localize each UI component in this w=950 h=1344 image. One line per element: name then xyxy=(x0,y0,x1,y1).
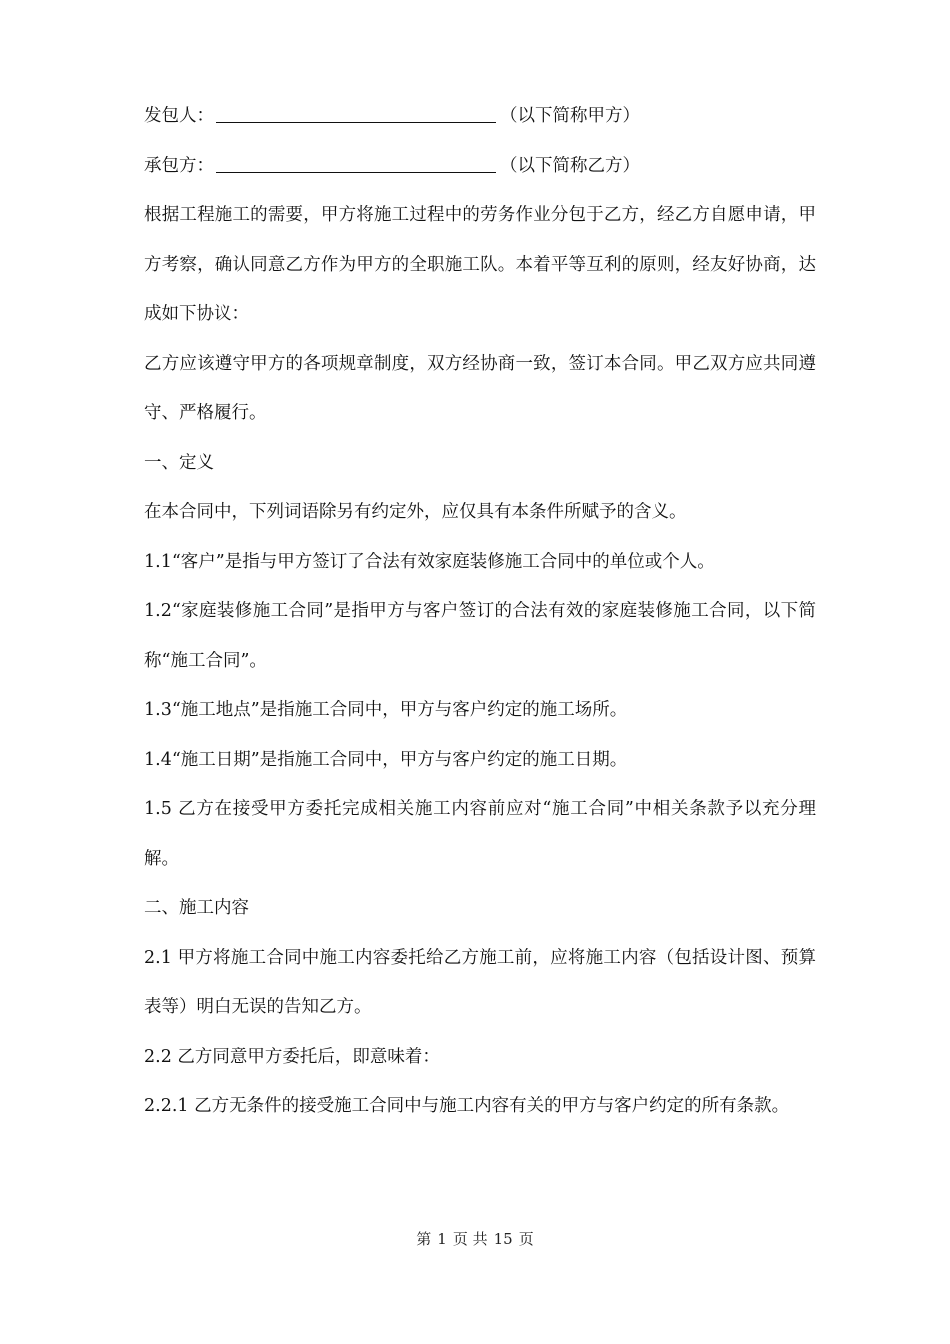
paragraph-definitions-intro: 在本合同中，下列词语除另有约定外，应仅具有本条件所赋予的含义。 xyxy=(144,502,687,522)
clause-1-3: 1.3“施工地点”是指施工合同中，甲方与客户约定的施工场所。 xyxy=(144,700,628,720)
party-b-line xyxy=(144,142,816,192)
paragraph-intro: 根据工程施工的需要，甲方将施工过程中的劳务作业分包于乙方，经乙方自愿申请，甲方考察，确认同意乙方作为甲方的全职施工队。本着平等互利的原则，经友好协商，达成如下协议： xyxy=(144,205,816,324)
clause-1-4: 1.4“施工日期”是指施工合同中，甲方与客户约定的施工日期。 xyxy=(144,749,628,770)
clause-1-2: 1.2“家庭装修施工合同”是指甲方与客户签订的合法有效的家庭装修施工合同，以下简称“施工合同”。 xyxy=(144,601,816,671)
footer-prefix: 第 xyxy=(416,1230,432,1248)
party-a-line xyxy=(144,92,816,142)
footer-total-pages: 15 xyxy=(493,1230,513,1248)
party-b-suffix: （以下简称乙方） xyxy=(500,155,640,176)
document-body xyxy=(144,92,816,1132)
footer-suffix: 页 xyxy=(518,1230,534,1248)
party-a-label: 发包人： xyxy=(144,106,214,126)
party-b-blank xyxy=(216,150,496,173)
section-heading-construction: 二、施工内容 xyxy=(144,898,249,918)
paragraph-rules: 乙方应该遵守甲方的各项规章制度，双方经协商一致，签订本合同。甲乙双方应共同遵守、严格履行。 xyxy=(144,353,816,423)
clause-1-5: 1.5 乙方在接受甲方委托完成相关施工内容前应对“施工合同”中相关条款予以充分理解。 xyxy=(144,799,816,869)
clause-2-2-1: 2.2.1 乙方无条件的接受施工合同中与施工内容有关的甲方与客户约定的所有条款。 xyxy=(144,1096,790,1116)
party-b-label: 承包方： xyxy=(144,155,214,176)
section-heading-definitions: 一、定义 xyxy=(144,452,214,473)
party-a-blank xyxy=(216,100,496,123)
footer-current-page: 1 xyxy=(437,1230,447,1248)
footer-mid: 页 共 xyxy=(452,1230,488,1248)
party-a-suffix: （以下简称甲方） xyxy=(500,106,640,126)
clause-1-1: 1.1“客户”是指与甲方签订了合法有效家庭装修施工合同中的单位或个人。 xyxy=(144,551,715,572)
page-footer xyxy=(0,1228,950,1249)
clause-2-1: 2.1 甲方将施工合同中施工内容委托给乙方施工前，应将施工内容（包括设计图、预算表等）明白无误的告知乙方。 xyxy=(144,947,816,1017)
clause-2-2: 2.2 乙方同意甲方委托后，即意味着： xyxy=(144,1046,440,1067)
